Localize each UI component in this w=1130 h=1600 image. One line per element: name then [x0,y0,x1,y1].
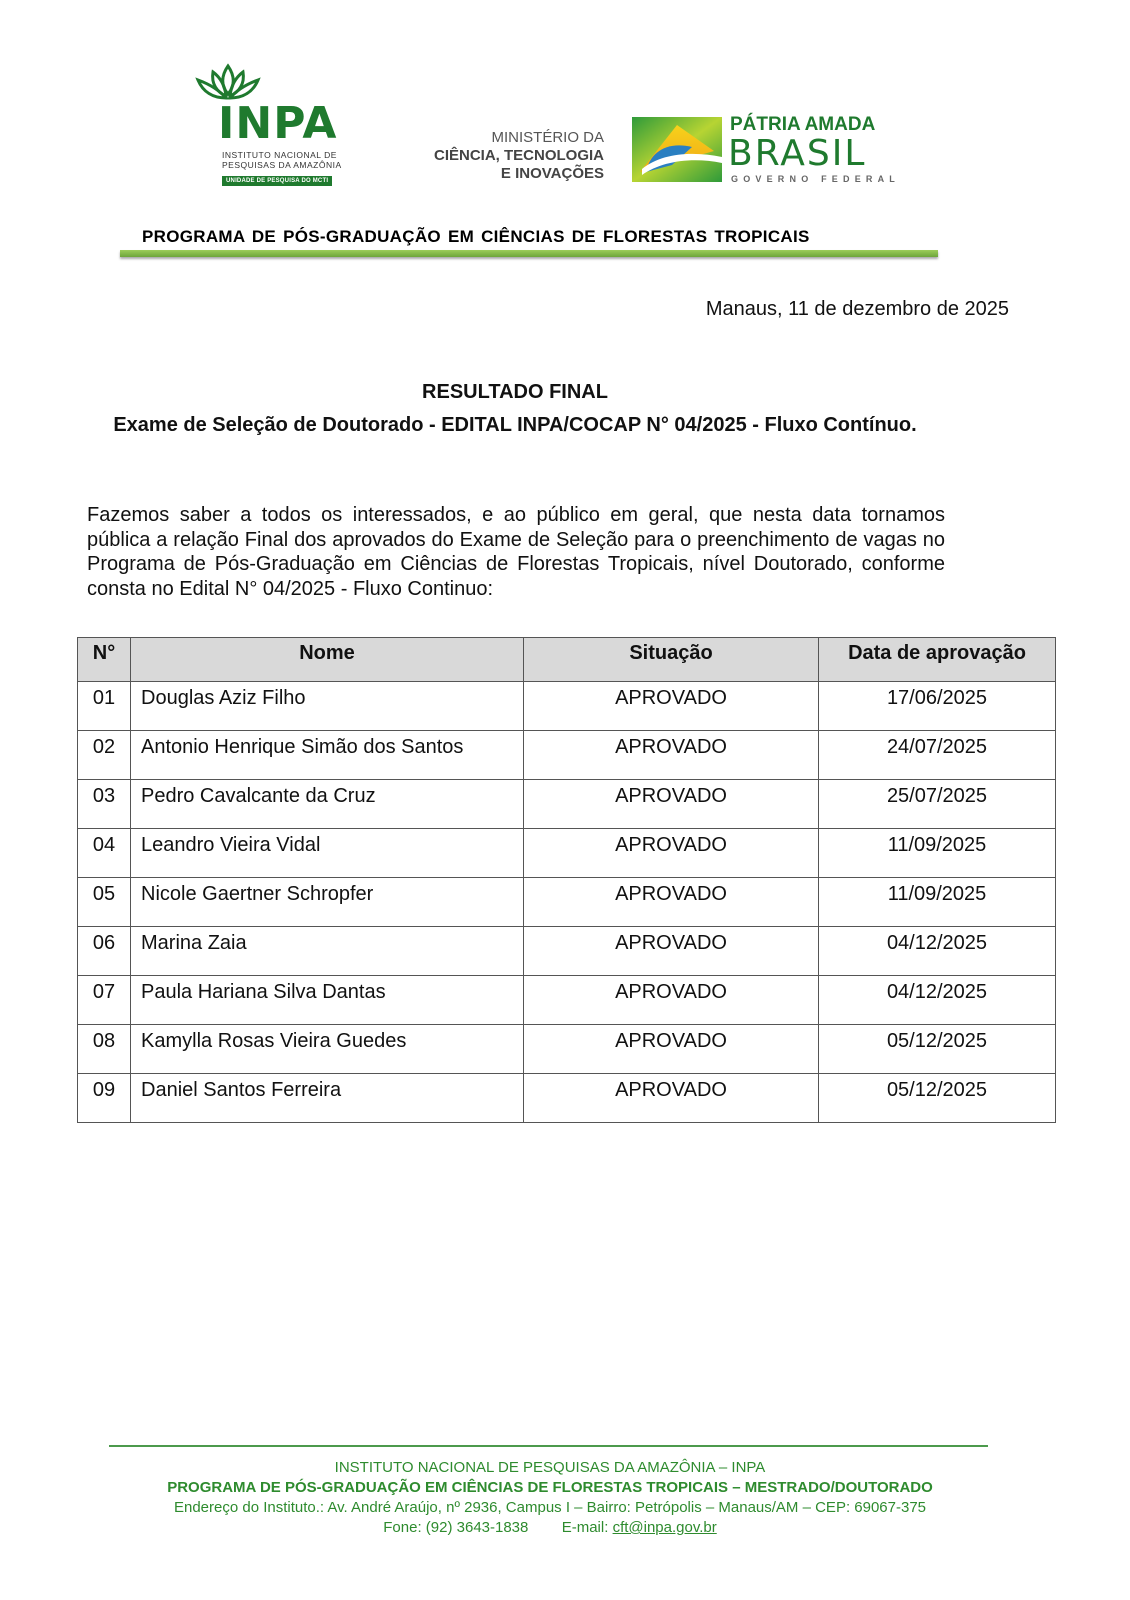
row-status: APROVADO [524,1025,819,1074]
row-date: 05/12/2025 [819,1074,1056,1123]
table-row [78,829,1056,878]
intro-paragraph: Fazemos saber a todos os interessados, e ao público em geral, que nesta data tornamos pública a relação Final dos aprovados do Exame de Seleção para o preenchimento de vagas no Programa de Pós-Graduação em Ciências de Florestas Tropicais, nível Doutorado, conforme consta no Edital N° 04/2025 - Fluxo Continuo: [87,504,945,600]
footer-institute: INSTITUTO NACIONAL DE PESQUISAS DA AMAZÔNIA – INPA [334,1459,766,1476]
row-status: APROVADO [524,1074,819,1123]
header-name: Nome [131,638,524,682]
row-number: 02 [78,731,131,780]
ministry-line1: MINISTÉRIO DA [491,129,604,146]
row-name: Paula Hariana Silva Dantas [131,976,524,1025]
table-header-row [78,638,1056,682]
table-row [78,1074,1056,1123]
gov-logo-line3: GOVERNO FEDERAL [731,174,901,184]
row-date: 04/12/2025 [819,976,1056,1025]
row-number: 08 [78,1025,131,1074]
row-name: Kamylla Rosas Vieira Guedes [131,1025,524,1074]
row-date: 24/07/2025 [819,731,1056,780]
table-row [78,927,1056,976]
document-subtitle: Exame de Seleção de Doutorado - EDITAL INPA/COCAP N° 04/2025 - Fluxo Contínuo. [113,414,917,436]
gov-logo-line2: BRASIL [728,133,867,174]
footer-email-link[interactable]: cft@inpa.gov.br [612,1519,717,1536]
row-name: Daniel Santos Ferreira [131,1074,524,1123]
document-title: RESULTADO FINAL [422,381,608,403]
row-number: 04 [78,829,131,878]
program-title: PROGRAMA DE PÓS-GRADUAÇÃO EM CIÊNCIAS DE FLORESTAS TROPICAIS [142,227,810,246]
row-name: Leandro Vieira Vidal [131,829,524,878]
row-name: Pedro Cavalcante da Cruz [131,780,524,829]
ministry-line3: E INOVAÇÕES [500,165,604,182]
footer-email-label: E-mail: [561,1519,609,1536]
inpa-logo-text: INPA [218,98,338,149]
row-status: APROVADO [524,682,819,731]
row-date: 04/12/2025 [819,927,1056,976]
row-name: Nicole Gaertner Schropfer [131,878,524,927]
row-number: 05 [78,878,131,927]
inpa-logo-subtitle [222,150,342,170]
inpa-logo-line2: PESQUISAS DA AMAZÔNIA [222,160,342,170]
row-status: APROVADO [524,927,819,976]
row-status: APROVADO [524,731,819,780]
table-row [78,878,1056,927]
row-date: 05/12/2025 [819,1025,1056,1074]
row-status: APROVADO [524,878,819,927]
row-number: 03 [78,780,131,829]
row-date: 11/09/2025 [819,829,1056,878]
row-status: APROVADO [524,976,819,1025]
header-status: Situação [524,638,819,682]
row-number: 06 [78,927,131,976]
row-date: 25/07/2025 [819,780,1056,829]
row-status: APROVADO [524,829,819,878]
row-number: 01 [78,682,131,731]
row-number: 09 [78,1074,131,1123]
footer-address: Endereço do Instituto.: Av. André Araújo, nº 2936, Campus I – Bairro: Petrópolis – Manaus/AM – CEP: 69067-375 [173,1499,927,1516]
row-name: Douglas Aziz Filho [131,682,524,731]
header-divider [120,250,938,257]
inpa-logo-badge: UNIDADE DE PESQUISA DO MCTI [222,176,332,186]
table-row [78,1025,1056,1074]
results-table-body [78,682,1056,1123]
ministry-logo [410,129,604,183]
inpa-logo-line1: INSTITUTO NACIONAL DE [222,150,337,160]
table-row [78,780,1056,829]
brazil-flag-icon [632,117,722,182]
row-name: Marina Zaia [131,927,524,976]
footer-program: PROGRAMA DE PÓS-GRADUAÇÃO EM CIÊNCIAS DE FLORESTAS TROPICAIS – MESTRADO/DOUTORADO [167,1479,933,1496]
results-table [77,637,1056,1123]
ministry-line2: CIÊNCIA, TECNOLOGIA [433,147,604,164]
date-line: Manaus, 11 de dezembro de 2025 [705,298,1009,320]
gov-logo-line1: PÁTRIA AMADA [730,114,876,135]
header-number: N° [78,638,131,682]
table-row [78,731,1056,780]
row-date: 17/06/2025 [819,682,1056,731]
footer-divider [109,1445,988,1447]
footer-contact [0,1518,1100,1537]
row-name: Antonio Henrique Simão dos Santos [131,731,524,780]
table-row [78,682,1056,731]
table-row [78,976,1056,1025]
row-status: APROVADO [524,780,819,829]
row-number: 07 [78,976,131,1025]
row-date: 11/09/2025 [819,878,1056,927]
footer-phone: Fone: (92) 3643-1838 [383,1519,529,1536]
header-date: Data de aprovação [819,638,1056,682]
